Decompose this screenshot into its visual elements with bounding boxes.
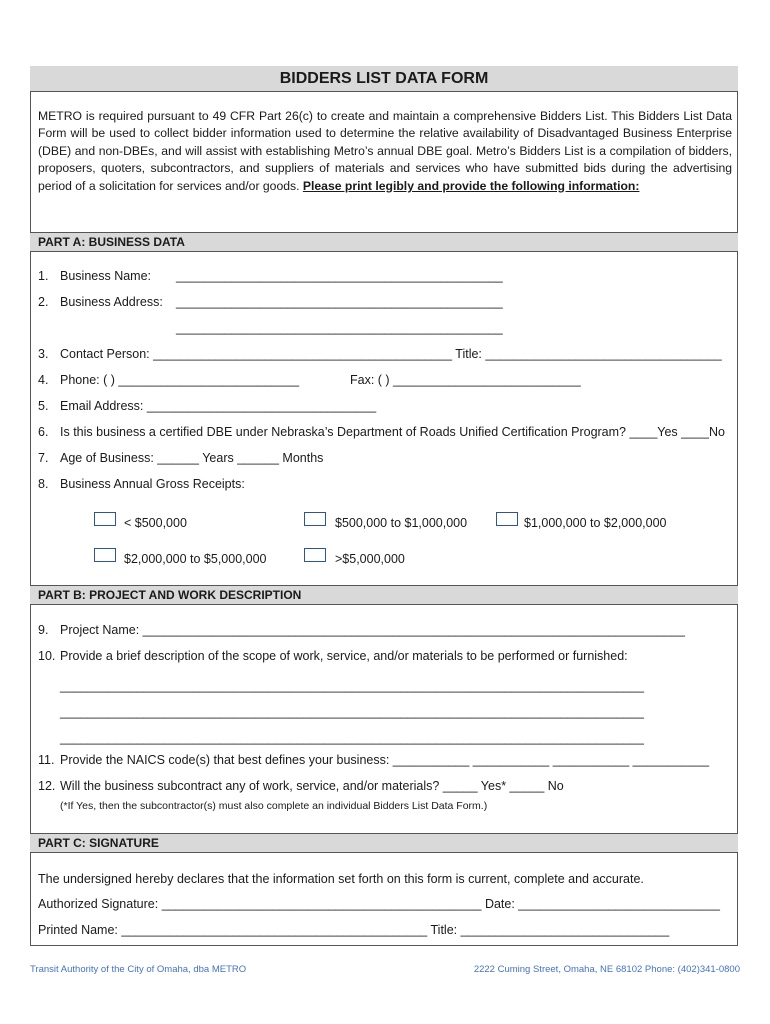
receipts-over-5m-checkbox[interactable] [304, 548, 326, 562]
business-name-field[interactable]: _______________________________________________ [176, 269, 503, 283]
receipts-2m-5m-label: $2,000,000 to $5,000,000 [124, 552, 267, 566]
q12-subcontract[interactable]: 12. Will the business subcontract any of work, service, and/or materials? _____ Yes* _____ No [38, 779, 564, 793]
q11-naics-codes[interactable]: 11. Provide the NAICS code(s) that best defines your business: ___________ ___________ ___________ ___________ [38, 753, 710, 767]
form-border [30, 66, 738, 946]
part-c-header: PART C: SIGNATURE [30, 833, 738, 853]
q5-email[interactable]: 5. Email Address: _________________________________ [38, 399, 377, 413]
q2-business-address: 2. Business Address: [38, 295, 163, 309]
scope-line-1[interactable]: ____________________________________________________________________________________ [60, 679, 644, 693]
business-address-field-2[interactable]: _______________________________________________ [176, 321, 503, 335]
authorized-signature-line[interactable]: Authorized Signature: ______________________________________________ Date: _____________________________ [38, 897, 720, 911]
scope-line-2[interactable]: ____________________________________________________________________________________ [60, 705, 644, 719]
q8-gross-receipts: 8. Business Annual Gross Receipts: [38, 477, 245, 491]
footer-organization: Transit Authority of the City of Omaha, dba METRO [30, 964, 247, 975]
receipts-over-5m-label: >$5,000,000 [335, 552, 405, 566]
q4-phone[interactable]: 4. Phone: ( ) __________________________ [38, 373, 300, 387]
q10-scope-description: 10. Provide a brief description of the scope of work, service, and/or materials to be performed or furnished: [38, 649, 628, 663]
receipts-2m-5m-checkbox[interactable] [94, 548, 116, 562]
form-title: BIDDERS LIST DATA FORM [30, 66, 738, 92]
intro-paragraph [38, 108, 732, 195]
footer-address: 2222 Cuming Street, Omaha, NE 68102 Phone: (402)341-0800 [473, 964, 740, 975]
q3-contact-person[interactable]: 3. Contact Person: ___________________________________________ Title: __________________________________ [38, 347, 722, 361]
part-a-header: PART A: BUSINESS DATA [30, 232, 738, 252]
intro-emphasis: Please print legibly and provide the following information: [302, 178, 640, 193]
intro-text: METRO is required pursuant to 49 CFR Part 26(c) to create and maintain a comprehensive Bidders List. This Bidders List Data Form will be used to collect bidder information used to determine the relative availability of Disadvantaged Business Enterprise (DBE) and non-DBEs, and will assist with establishing Metro’s annual DBE goal. Metro’s Bidders List is a compilation of bidders, proposers, quoters, subcontractors, and suppliers of materials and services who have submitted bids during the advertising period of a solicitation for services and/or goods. [38, 109, 732, 193]
receipts-under-500k-label: < $500,000 [124, 516, 187, 530]
q9-project-name[interactable]: 9. Project Name: ______________________________________________________________________________ [38, 623, 685, 637]
declaration-text: The undersigned hereby declares that the information set forth on this form is current, complete and accurate. [38, 872, 644, 886]
receipts-under-500k-checkbox[interactable] [94, 512, 116, 526]
q1-business-name: 1. Business Name: [38, 269, 152, 283]
scope-line-3[interactable]: ____________________________________________________________________________________ [60, 731, 644, 745]
receipts-500k-1m-checkbox[interactable] [304, 512, 326, 526]
q4-fax[interactable]: Fax: ( ) ___________________________ [350, 373, 581, 387]
printed-name-line[interactable]: Printed Name: ____________________________________________ Title: ______________________________ [38, 923, 670, 937]
receipts-1m-2m-checkbox[interactable] [496, 512, 518, 526]
q7-age-of-business[interactable]: 7. Age of Business: ______ Years ______ Months [38, 451, 324, 465]
part-b-header: PART B: PROJECT AND WORK DESCRIPTION [30, 585, 738, 605]
q6-dbe-certified[interactable]: 6. Is this business a certified DBE under Nebraska’s Department of Roads Unified Certification Program? ____Yes ____No [38, 425, 725, 439]
receipts-1m-2m-label: $1,000,000 to $2,000,000 [524, 516, 667, 530]
receipts-500k-1m-label: $500,000 to $1,000,000 [335, 516, 468, 530]
business-address-field-1[interactable]: _______________________________________________ [176, 295, 503, 309]
q12-note: (*If Yes, then the subcontractor(s) must also complete an individual Bidders List Data Form.) [60, 800, 488, 812]
